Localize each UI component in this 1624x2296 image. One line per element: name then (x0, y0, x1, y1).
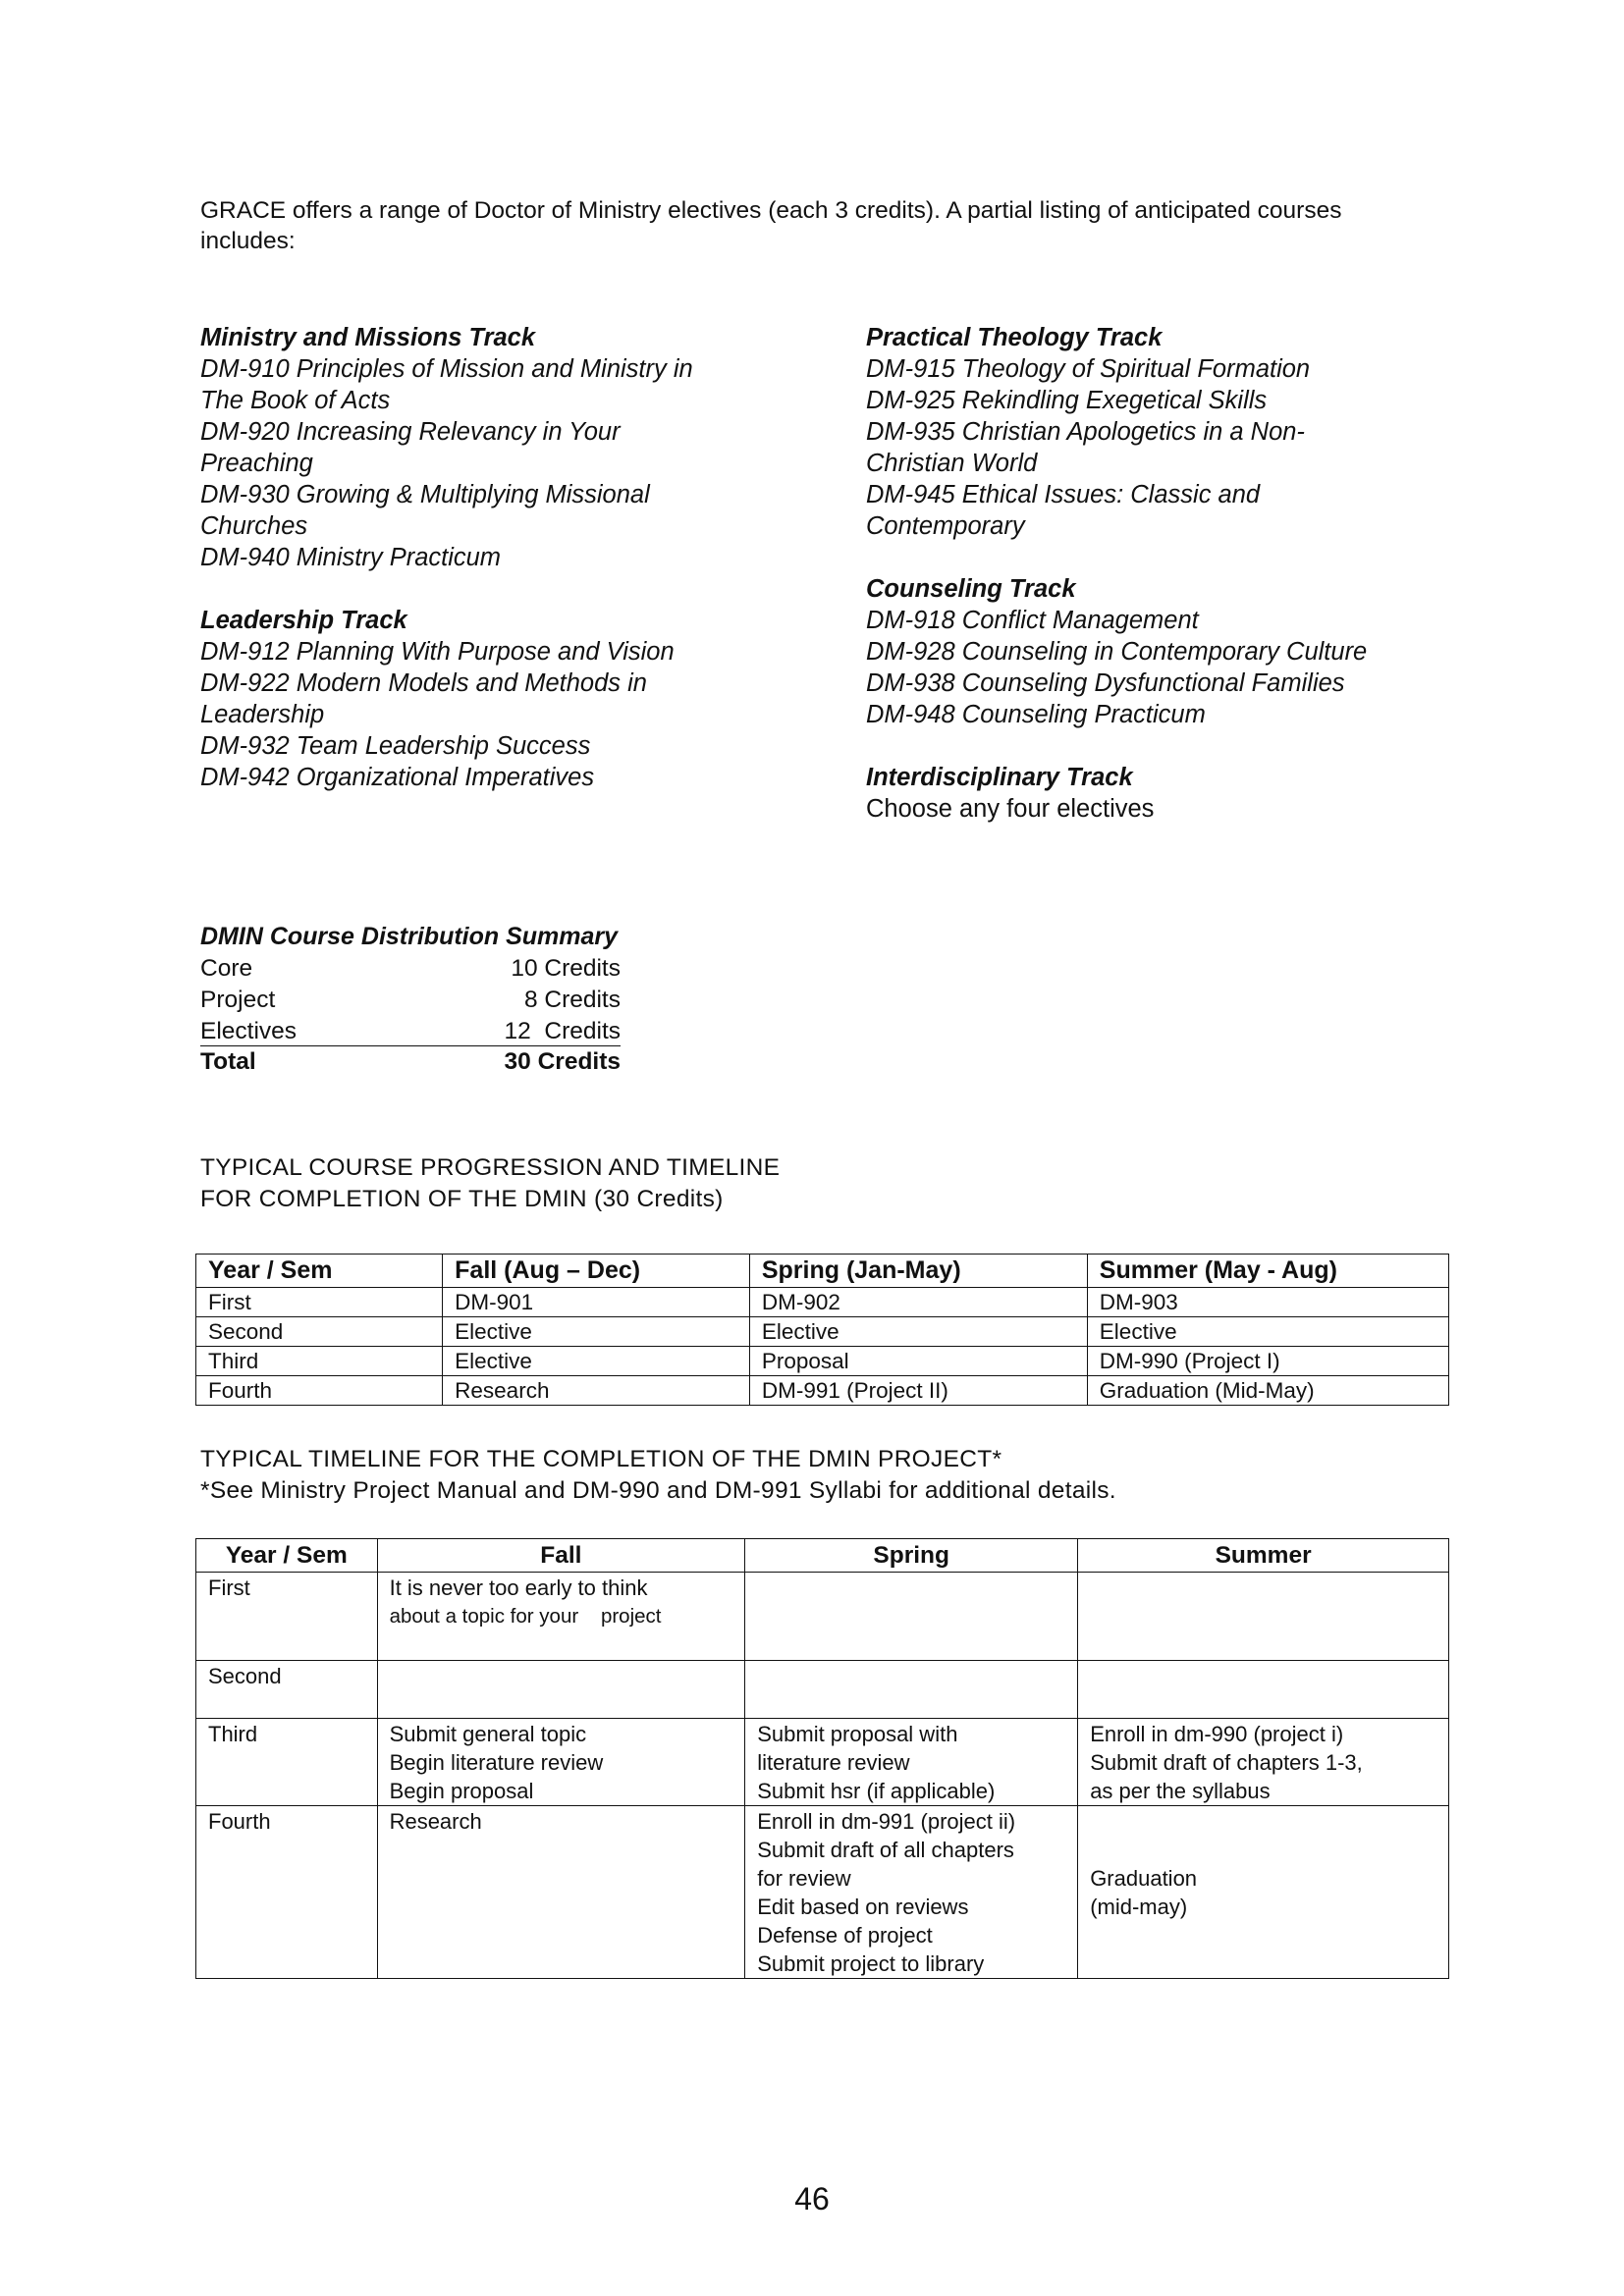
table-cell: DM-990 (Project I) (1087, 1347, 1448, 1376)
course-line: DM-942 Organizational Imperatives (200, 764, 595, 791)
summary-value: 30 Credits (504, 1048, 621, 1075)
course-line: DM-935 Christian Apologetics in a Non- (866, 418, 1305, 446)
column-header: Spring (745, 1539, 1078, 1573)
table-cell (1078, 1806, 1449, 1979)
table-cell: Second (196, 1661, 378, 1719)
cell-line: Submit proposal with (757, 1722, 958, 1746)
course-line: DM-912 Planning With Purpose and Vision (200, 638, 675, 666)
course-line: DM-930 Growing & Multiplying Missional (200, 481, 650, 508)
cell-line: literature review (757, 1750, 910, 1775)
cell-line: Begin proposal (389, 1779, 534, 1803)
project-timeline-heading (200, 1444, 1116, 1507)
course-line: DM-915 Theology of Spiritual Formation (866, 355, 1311, 383)
table-cell: DM-903 (1087, 1288, 1448, 1317)
course-line: DM-948 Counseling Practicum (866, 701, 1206, 728)
cell-line: Defense of project (757, 1923, 933, 1948)
track-title: Counseling Track (866, 575, 1076, 603)
cell-line: Begin literature review (389, 1750, 604, 1775)
table-cell: Second (196, 1317, 443, 1347)
track-leadership (200, 605, 780, 793)
project-timeline-table (195, 1538, 1449, 1979)
column-header: Summer (1078, 1539, 1449, 1573)
cell-line: Submit draft of chapters 1-3, (1090, 1750, 1363, 1775)
course-line: DM-920 Increasing Relevancy in Your (200, 418, 621, 446)
distribution-summary (200, 921, 621, 1078)
table-cell: Fourth (196, 1806, 378, 1979)
table-cell: Elective (749, 1317, 1087, 1347)
table-row (196, 1573, 1449, 1661)
track-counseling (866, 573, 1445, 730)
table-cell (377, 1719, 745, 1806)
course-line: The Book of Acts (200, 387, 391, 414)
table-cell: DM-901 (443, 1288, 750, 1317)
table-row (196, 1806, 1449, 1979)
cell-line: Graduation (1090, 1866, 1198, 1891)
progression-heading (200, 1152, 780, 1215)
table-cell: Elective (443, 1317, 750, 1347)
table-cell (1078, 1661, 1449, 1719)
summary-value: 10 Credits (511, 955, 621, 982)
column-header: Spring (Jan-May) (749, 1255, 1087, 1288)
table-cell: Fourth (196, 1376, 443, 1406)
track-title: Interdisciplinary Track (866, 764, 1133, 791)
column-header: Summer (May - Aug) (1087, 1255, 1448, 1288)
track-title: Practical Theology Track (866, 324, 1163, 351)
summary-total-row (200, 1046, 621, 1078)
track-practical-theology (866, 322, 1445, 542)
track-title: Ministry and Missions Track (200, 324, 536, 351)
summary-row (200, 985, 621, 1016)
table-cell (377, 1661, 745, 1719)
table-row (196, 1317, 1449, 1347)
table-header-row (196, 1539, 1449, 1573)
column-header: Year / Sem (196, 1539, 378, 1573)
summary-name: Electives (200, 1018, 298, 1044)
table-cell: Graduation (Mid-May) (1087, 1376, 1448, 1406)
cell-line: as per the syllabus (1090, 1779, 1271, 1803)
cell-line: Submit project to library (757, 1951, 985, 1976)
cell-line: Edit based on reviews (757, 1895, 969, 1919)
course-line: DM-938 Counseling Dysfunctional Families (866, 669, 1345, 697)
column-header: Fall (377, 1539, 745, 1573)
table-cell: Proposal (749, 1347, 1087, 1376)
table-cell: Third (196, 1347, 443, 1376)
heading-note: *See Ministry Project Manual and DM-990 and DM-991 Syllabi for additional details. (200, 1477, 1116, 1504)
course-progression-table (195, 1254, 1449, 1406)
heading-line: TYPICAL COURSE PROGRESSION AND TIMELINE (200, 1154, 781, 1181)
table-cell: First (196, 1573, 378, 1661)
table-row (196, 1347, 1449, 1376)
course-line: DM-940 Ministry Practicum (200, 544, 502, 571)
cell-line: It is never too early to think (389, 1575, 648, 1600)
table-cell: First (196, 1288, 443, 1317)
course-line: Preaching (200, 450, 313, 477)
course-line: DM-910 Principles of Mission and Ministry in (200, 355, 693, 383)
cell-line: about a topic for your project (389, 1605, 662, 1628)
table-cell (1078, 1719, 1449, 1806)
table-cell: Elective (443, 1347, 750, 1376)
table-cell (745, 1661, 1078, 1719)
column-header: Fall (Aug – Dec) (443, 1255, 750, 1288)
cell-line: Enroll in dm-991 (project ii) (757, 1809, 1016, 1834)
heading-line: FOR COMPLETION OF THE DMIN (30 Credits) (200, 1186, 724, 1212)
table-cell (745, 1719, 1078, 1806)
cell-line: Enroll in dm-990 (project i) (1090, 1722, 1344, 1746)
table-cell: Research (443, 1376, 750, 1406)
table-row (196, 1661, 1449, 1719)
cell-line: Research (389, 1809, 482, 1834)
summary-value: 12 Credits (504, 1018, 621, 1044)
course-line: Leadership (200, 701, 325, 728)
table-cell (377, 1806, 745, 1979)
intro-paragraph: GRACE offers a range of Doctor of Ministry electives (each 3 credits). A partial listing of anticipated courses includes: (200, 197, 1342, 254)
summary-row (200, 1016, 621, 1046)
table-cell (377, 1573, 745, 1661)
summary-title: DMIN Course Distribution Summary (200, 923, 619, 950)
track-title: Leadership Track (200, 607, 407, 634)
course-line: Contemporary (866, 512, 1025, 540)
course-line: DM-925 Rekindling Exegetical Skills (866, 387, 1268, 414)
table-cell: Third (196, 1719, 378, 1806)
tracks-left-column (200, 322, 780, 825)
course-line: DM-945 Ethical Issues: Classic and (866, 481, 1261, 508)
cell-line: for review (757, 1866, 851, 1891)
cell-line: Submit hsr (if applicable) (757, 1779, 996, 1803)
heading-line: TYPICAL TIMELINE FOR THE COMPLETION OF THE DMIN PROJECT* (200, 1446, 1002, 1472)
table-header-row (196, 1255, 1449, 1288)
table-cell (1078, 1573, 1449, 1661)
table-cell (745, 1806, 1078, 1979)
table-cell: Elective (1087, 1317, 1448, 1347)
track-interdisciplinary (866, 762, 1445, 825)
summary-value: 8 Credits (523, 987, 621, 1013)
summary-row (200, 953, 621, 985)
summary-name: Core (200, 955, 253, 982)
course-line: Churches (200, 512, 308, 540)
table-row (196, 1376, 1449, 1406)
tracks-right-column (866, 322, 1445, 856)
table-row (196, 1288, 1449, 1317)
cell-spacer (1090, 1807, 1436, 1864)
course-line: DM-932 Team Leadership Success (200, 732, 591, 760)
course-line: DM-918 Conflict Management (866, 607, 1199, 634)
track-ministry-missions (200, 322, 780, 573)
table-cell: DM-991 (Project II) (749, 1376, 1087, 1406)
column-header: Year / Sem (196, 1255, 443, 1288)
summary-name: Project (200, 987, 276, 1013)
track-note: Choose any four electives (866, 795, 1155, 823)
course-line: DM-928 Counseling in Contemporary Culture (866, 638, 1368, 666)
page-number: 46 (794, 2181, 830, 2216)
summary-name: Total (200, 1048, 256, 1075)
table-cell (745, 1573, 1078, 1661)
table-row (196, 1719, 1449, 1806)
cell-line: (mid-may) (1090, 1895, 1188, 1919)
cell-line: Submit general topic (389, 1722, 587, 1746)
table-cell: DM-902 (749, 1288, 1087, 1317)
course-line: DM-922 Modern Models and Methods in (200, 669, 647, 697)
course-line: Christian World (866, 450, 1038, 477)
cell-line: Submit draft of all chapters (757, 1838, 1014, 1862)
